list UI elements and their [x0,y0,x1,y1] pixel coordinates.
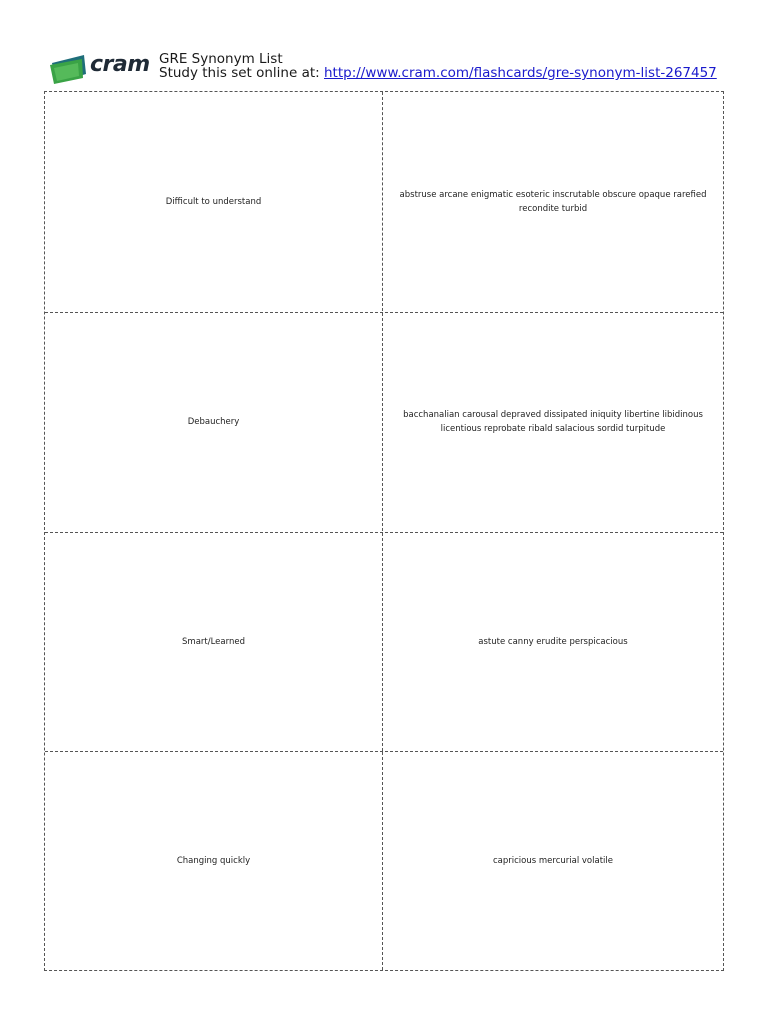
card-term-text: Smart/Learned [182,637,245,647]
card-row [45,312,723,531]
card-definition-text: astute canny erudite perspicacious [478,637,628,647]
card-definition-text: capricious mercurial volatile [493,856,613,866]
card-term-text: Debauchery [187,417,240,427]
card-term-text: Changing quickly [176,856,251,866]
study-url-link[interactable]: http://www.cram.com/flashcards/gre-synonym-list-267457 [324,65,717,81]
card-term-text: Difficult to understand [165,196,262,207]
study-online-line [159,66,717,81]
cram-logo-icon [48,50,92,86]
card-row [45,92,723,311]
card-definition-text: bacchanalian carousal depraved dissipated iniquity libertine libidinous licentious reprobate ribald salacious sordid turpitude [403,410,703,434]
logo-wordmark: cram [90,52,150,77]
card-definition[interactable] [383,313,723,531]
flashcard-grid [44,91,724,971]
card-definition[interactable] [383,533,723,751]
card-definition-text: abstruse arcane enigmatic esoteric inscrutable obscure opaque rarefied recondite turbid [399,189,707,214]
cram-logo[interactable] [48,50,160,86]
card-row [45,751,723,970]
card-term[interactable] [45,752,383,970]
card-term[interactable] [45,313,383,531]
card-row [45,532,723,751]
set-title: GRE Synonym List [159,51,283,67]
card-term[interactable] [45,533,383,751]
card-term[interactable] [45,92,383,311]
page-header [48,50,728,86]
card-definition[interactable] [383,92,723,311]
card-definition[interactable] [383,752,723,970]
study-prefix: Study this set online at: [159,65,324,81]
